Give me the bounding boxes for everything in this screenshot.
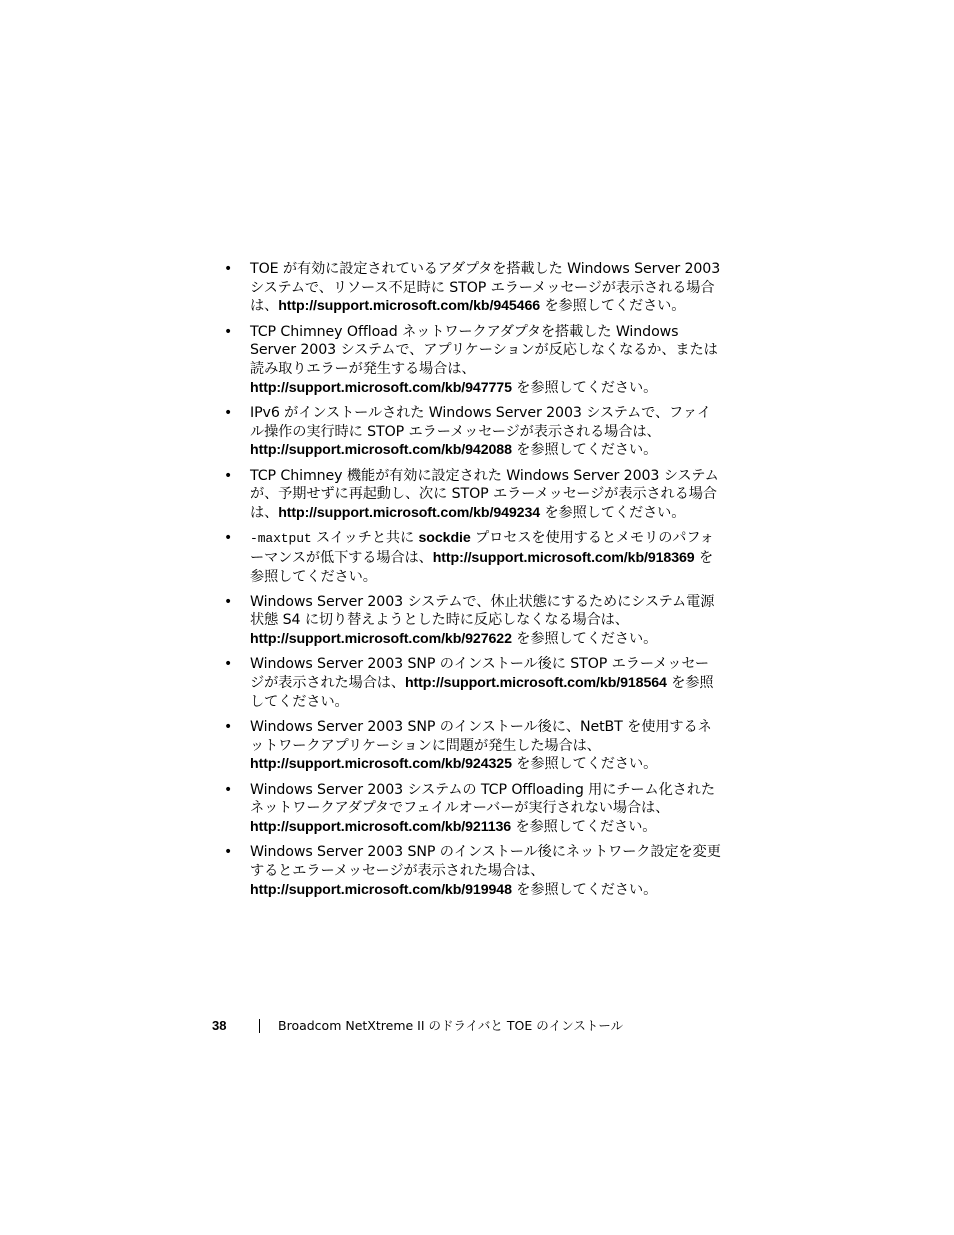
- bullet-icon: •: [224, 844, 233, 861]
- item-text: Windows Server 2003 システムで、休止状態にするためにシステム電源状態 S4 に切り替えようとした時に反応しなくなる場合は、: [250, 593, 715, 629]
- item-text: スイッチと共に: [311, 530, 419, 547]
- item-text: を参照してください。: [511, 631, 658, 648]
- bullet-icon: •: [224, 593, 233, 610]
- kb-article-link[interactable]: http://support.microsoft.com/kb/942088: [250, 442, 512, 459]
- item-text: を参照してください。: [511, 756, 658, 773]
- item-text: TCP Chimney 機能が有効に設定された Windows Server 2003 システムが、予期せずに再起動し、次に STOP エラーメッセージが表示される場合は、: [250, 467, 719, 521]
- kb-article-link[interactable]: http://support.microsoft.com/kb/918564: [404, 675, 667, 692]
- bullet-icon: •: [224, 530, 233, 547]
- item-text: を参照してください。: [540, 504, 686, 521]
- bullet-icon: •: [224, 781, 233, 798]
- bullet-icon: •: [224, 718, 233, 735]
- footer-divider: [259, 1019, 260, 1033]
- kb-article-link[interactable]: http://support.microsoft.com/kb/945466: [278, 298, 541, 315]
- item-text: Windows Server 2003 システムの TCP Offloading 用にチーム化されたネットワークアダプタでフェイルオーバーが実行されない場合は、: [250, 781, 715, 817]
- kb-article-link[interactable]: http://support.microsoft.com/kb/927622: [250, 631, 512, 648]
- list-item: [222, 323, 722, 398]
- list-item: [222, 260, 722, 316]
- bullet-icon: •: [224, 261, 233, 277]
- item-text: を参照してください。: [511, 881, 658, 898]
- item-text: Windows Server 2003 SNP のインストール後に STOP エラーメッセージが表示された場合は、: [250, 656, 710, 692]
- page-footer: [212, 1016, 732, 1036]
- item-text: Windows Server 2003 SNP のインストール後に、NetBT を使用するネットワークアプリケーションに問題が発生した場合は、: [250, 718, 712, 754]
- item-text: を参照してください。: [250, 549, 714, 585]
- list-item: [222, 529, 722, 586]
- kb-article-link[interactable]: http://support.microsoft.com/kb/947775: [250, 379, 512, 396]
- list-item: [222, 655, 722, 711]
- list-item: [222, 467, 722, 523]
- footer-chapter-title: Broadcom NetXtreme II のドライバと TOE のインストール: [278, 1018, 624, 1033]
- kb-article-link[interactable]: http://support.microsoft.com/kb/919948: [250, 881, 512, 898]
- item-text: Windows Server 2003 SNP のインストール後にネットワーク設定を変更するとエラーメッセージが表示された場合は、: [250, 844, 721, 879]
- kb-article-list: [222, 260, 722, 906]
- kb-article-link[interactable]: http://support.microsoft.com/kb/921136: [250, 818, 512, 835]
- bullet-icon: •: [224, 323, 233, 340]
- item-text: を参照してください。: [511, 818, 657, 835]
- page-number: 38: [212, 1018, 227, 1033]
- item-text: プロセスを使用するとメモリのパフォーマンスが低下する場合は、: [250, 530, 714, 566]
- item-text: を参照してください。: [540, 298, 686, 315]
- kb-article-link[interactable]: http://support.microsoft.com/kb/918369: [432, 549, 695, 566]
- list-item: [222, 593, 722, 649]
- item-text: TOE が有効に設定されているアダプタを搭載した Windows Server 2003 システムで、リソース不足時に STOP エラーメッセージが表示される場合は、: [250, 261, 721, 315]
- list-item: [222, 843, 722, 899]
- item-text: を参照してください。: [511, 379, 658, 396]
- list-item: [222, 404, 722, 460]
- process-name: sockdie: [418, 530, 471, 547]
- list-item: [222, 718, 722, 774]
- item-text: を参照してください。: [511, 442, 658, 459]
- bullet-icon: •: [224, 467, 233, 484]
- item-text: IPv6 がインストールされた Windows Server 2003 システムで、ファイル操作の実行時に STOP エラーメッセージが表示される場合は、: [250, 404, 712, 440]
- kb-article-link[interactable]: http://support.microsoft.com/kb/924325: [250, 756, 512, 773]
- bullet-icon: •: [224, 404, 233, 421]
- command-switch: -maxtput: [250, 531, 312, 547]
- kb-article-link[interactable]: http://support.microsoft.com/kb/949234: [278, 504, 541, 521]
- item-text: を参照してください。: [250, 675, 714, 710]
- bullet-icon: •: [224, 656, 233, 673]
- item-text: TCP Chimney Offload ネットワークアダプタを搭載した Windows Server 2003 システムで、アプリケーションが反応しなくなるか、または読み取りエラーが発生する場合は、: [250, 323, 718, 378]
- list-item: [222, 781, 722, 837]
